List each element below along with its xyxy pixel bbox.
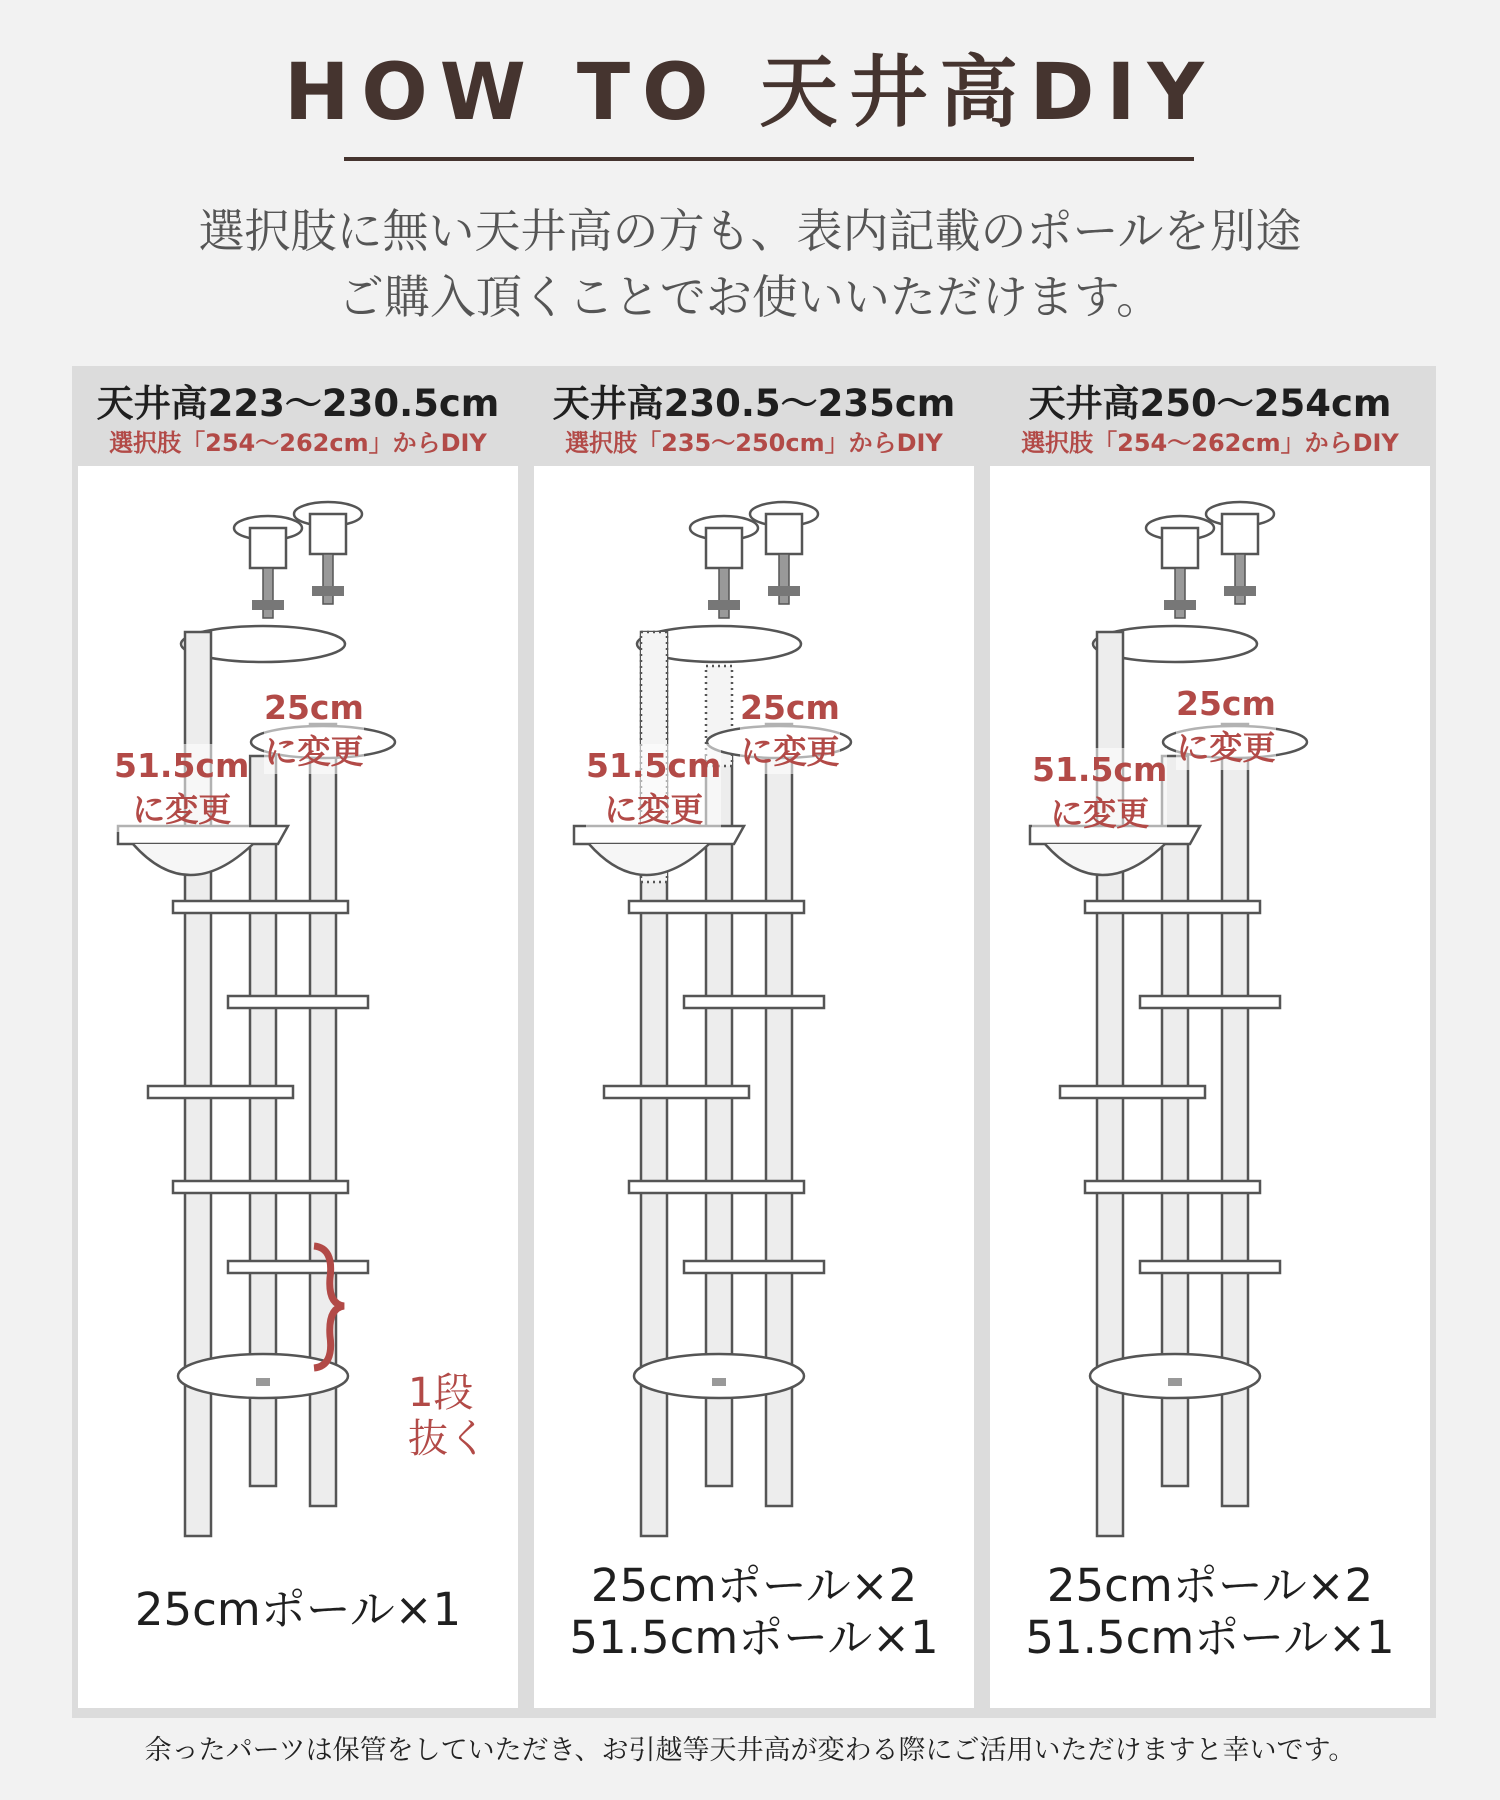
jack-housing [250,528,286,568]
column-3-subtitle: 選択肢「254～262cm」からDIY [1021,429,1399,457]
shelf [1140,1261,1280,1273]
column-1-card [78,466,518,1708]
shelf [228,996,368,1008]
jack-nut [708,600,740,610]
shelf [1085,1181,1260,1193]
shelf [1140,996,1280,1008]
footer-note: 余ったパーツは保管をしていただき、お引越等天井高が変わる際にご活用いただけますと幸いです。 [144,1735,1356,1766]
column-2-caption: 25cmポール×2 51.5cmポール×1 [569,1559,939,1664]
shelf [173,901,348,913]
jack-nut [768,586,800,596]
jack-housing [1162,528,1198,568]
column-2-card [534,466,974,1708]
shelf [629,1181,804,1193]
shelf [228,1261,368,1273]
base-ring [1090,1354,1260,1398]
base-ring [178,1354,348,1398]
base-ring [634,1354,804,1398]
intro-line-2: ご購入頂くことでお使いいただけます。 [337,270,1163,324]
base-bolt [712,1378,726,1386]
jack-nut [252,600,284,610]
page-title: HOW TO 天井高DIY [284,48,1216,138]
column-3-note-right: 25cm に変更 [1176,682,1276,770]
column-3-title: 天井高250～254cm [1028,382,1392,425]
title-underline [344,157,1194,161]
jack-nut [312,586,344,596]
jack-screw [1235,554,1245,604]
shelf [173,1181,348,1193]
column-3-caption: 25cmポール×2 51.5cmポール×1 [1025,1559,1395,1664]
jack-housing [766,514,802,554]
jack-screw [263,568,273,618]
base-bolt [256,1378,270,1386]
jack-housing [310,514,346,554]
jack-housing [706,528,742,568]
column-3-note-left: 51.5cm に変更 [1032,748,1167,836]
bed-bowl [133,844,253,875]
column-1-note-left: 51.5cm に変更 [114,744,249,832]
column-3-card [990,466,1430,1708]
shelf [1060,1086,1205,1098]
jack-nut [1224,586,1256,596]
column-1-note-right: 25cm に変更 [264,686,364,774]
jack-screw [779,554,789,604]
jack-housing [1222,514,1258,554]
jack-nut [1164,600,1196,610]
column-3-header [990,366,1430,460]
cat-tower-illustration-2 [534,466,974,1546]
bed-bowl [1045,844,1165,875]
base-bolt [1168,1378,1182,1386]
intro-text [0,198,1500,330]
shelf [148,1086,293,1098]
jack-screw [719,568,729,618]
shelf [1085,901,1260,913]
column-2-subtitle: 選択肢「235～250cm」からDIY [565,429,943,457]
intro-line-1: 選択肢に無い天井高の方も、表内記載のポールを別途 [198,204,1302,258]
column-1-caption: 25cmポール×1 [134,1583,462,1636]
column-2-note-left: 51.5cm に変更 [586,744,721,832]
column-2-note-right: 25cm に変更 [740,686,840,774]
column-1-subtitle: 選択肢「254～262cm」からDIY [109,429,487,457]
shelf [684,996,824,1008]
column-2-header [534,366,974,460]
jack-screw [1175,568,1185,618]
column-2-title: 天井高230.5～235cm [552,382,956,425]
column-1-header [78,366,518,460]
jack-screw [323,554,333,604]
shelf [604,1086,749,1098]
cat-tower-illustration-3 [990,466,1430,1546]
shelf [684,1261,824,1273]
shelf [629,901,804,913]
remove-shelf-note: 1段 抜く [408,1370,488,1462]
bed-bowl [589,844,709,875]
column-1-title: 天井高223～230.5cm [96,382,500,425]
